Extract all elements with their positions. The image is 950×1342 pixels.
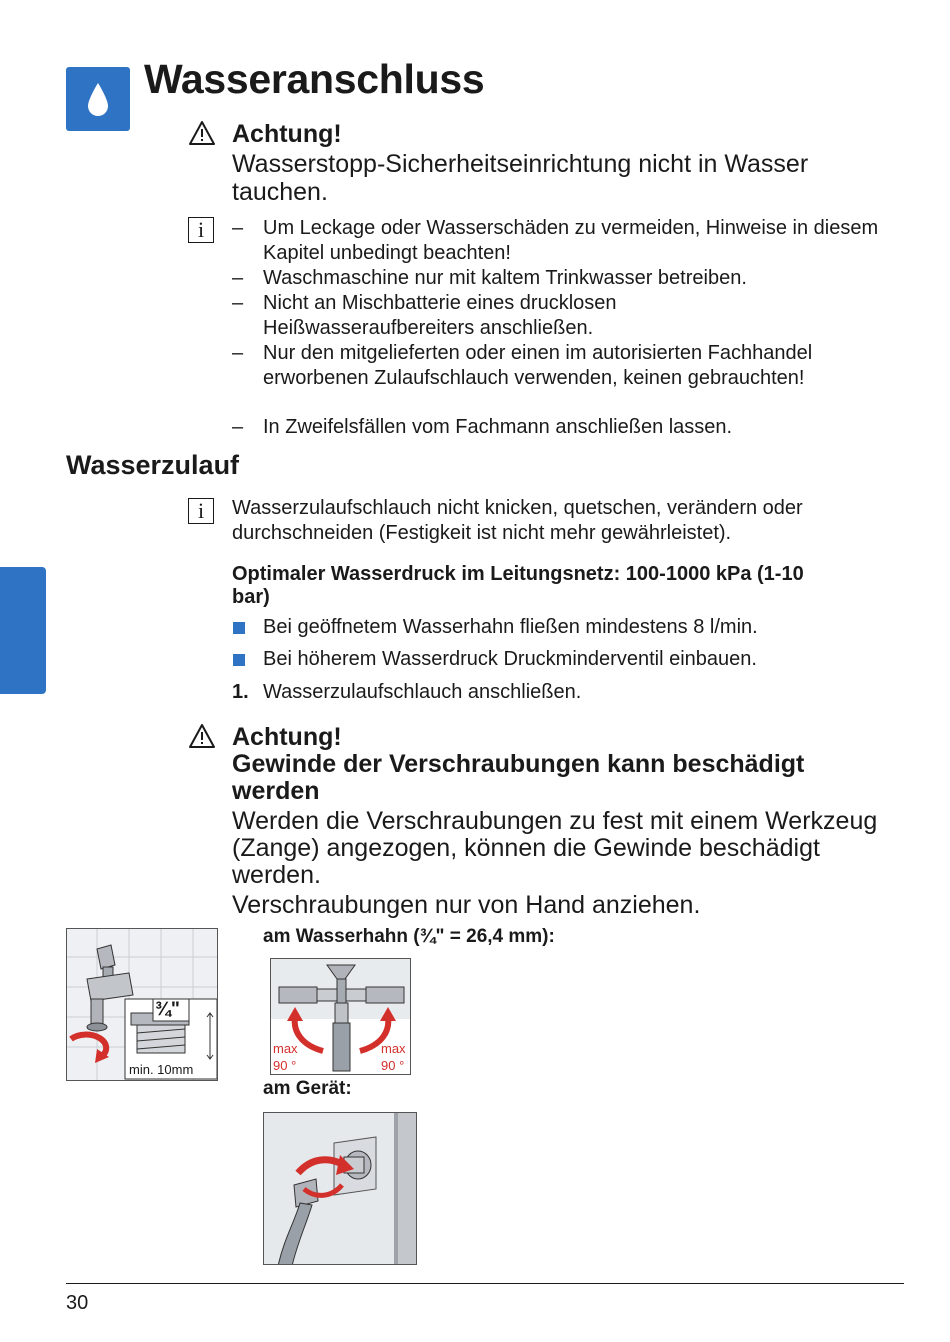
chapter-badge xyxy=(66,67,130,131)
page-number: 30 xyxy=(66,1292,89,1314)
page-title: Wasseranschluss xyxy=(144,56,485,102)
bullet-square-icon xyxy=(233,654,245,666)
warning-title: Achtung! xyxy=(232,120,342,148)
max-label-left: max xyxy=(273,1041,298,1056)
tap-thread-illustration xyxy=(66,928,218,1081)
degree-label-left: 90 ° xyxy=(273,1058,297,1073)
bullet-square-icon xyxy=(233,622,245,634)
thread-fraction: ¾" xyxy=(155,999,180,1020)
pressure-title: Optimaler Wasserdruck im Leitungsnetz: 100-1000 kPa (1-10 bar) xyxy=(232,563,804,608)
bullet-item: Bei höherem Wasserdruck Druckminderventil einbauen. xyxy=(263,648,757,670)
section-title: Wasserzulauf xyxy=(66,450,240,480)
info-icon: i xyxy=(188,498,214,524)
tap-label: am Wasserhahn (¾" = 26,4 mm): xyxy=(263,926,555,947)
min-length-label: min. 10mm xyxy=(129,1062,194,1077)
tap-thread-drawing xyxy=(67,929,218,1081)
device-label: am Gerät: xyxy=(263,1078,352,1099)
step-text: Wasserzulaufschlauch anschließen. xyxy=(263,681,582,703)
side-tab xyxy=(0,567,46,694)
warning-text: Wasserstopp-Sicherheitseinrichtung nicht in Wasser tauchen. xyxy=(232,150,809,206)
tap-rotation-illustration xyxy=(270,958,411,1075)
warning-subtitle: Gewinde der Verschraubungen kann beschädigt werden xyxy=(232,750,805,805)
warning-triangle-icon xyxy=(188,120,216,146)
device-connection-drawing xyxy=(264,1113,417,1265)
info-text: Wasserzulaufschlauch nicht knicken, quetschen, verändern oder durchschneiden (Festigkeit ist nicht mehr gewährleistet). xyxy=(232,497,803,544)
footer-divider xyxy=(66,1283,904,1284)
info-icon: i xyxy=(188,217,214,243)
water-drop-icon xyxy=(66,67,130,131)
warning-triangle-icon xyxy=(188,723,216,749)
max-label-right: max xyxy=(381,1041,406,1056)
warning-text: Werden die Verschraubungen zu fest mit einem Werkzeug (Zange) angezogen, können die Gewinde beschädigt werden. xyxy=(232,807,878,889)
warning-title: Achtung! xyxy=(232,723,342,751)
degree-label-right: 90 ° xyxy=(381,1058,405,1073)
warning-text: Verschraubungen nur von Hand anziehen. xyxy=(232,891,701,919)
bullet-item: Bei geöffnetem Wasserhahn fließen mindestens 8 l/min. xyxy=(263,616,758,638)
step-number: 1. xyxy=(232,681,249,703)
device-connection-illustration xyxy=(263,1112,417,1265)
